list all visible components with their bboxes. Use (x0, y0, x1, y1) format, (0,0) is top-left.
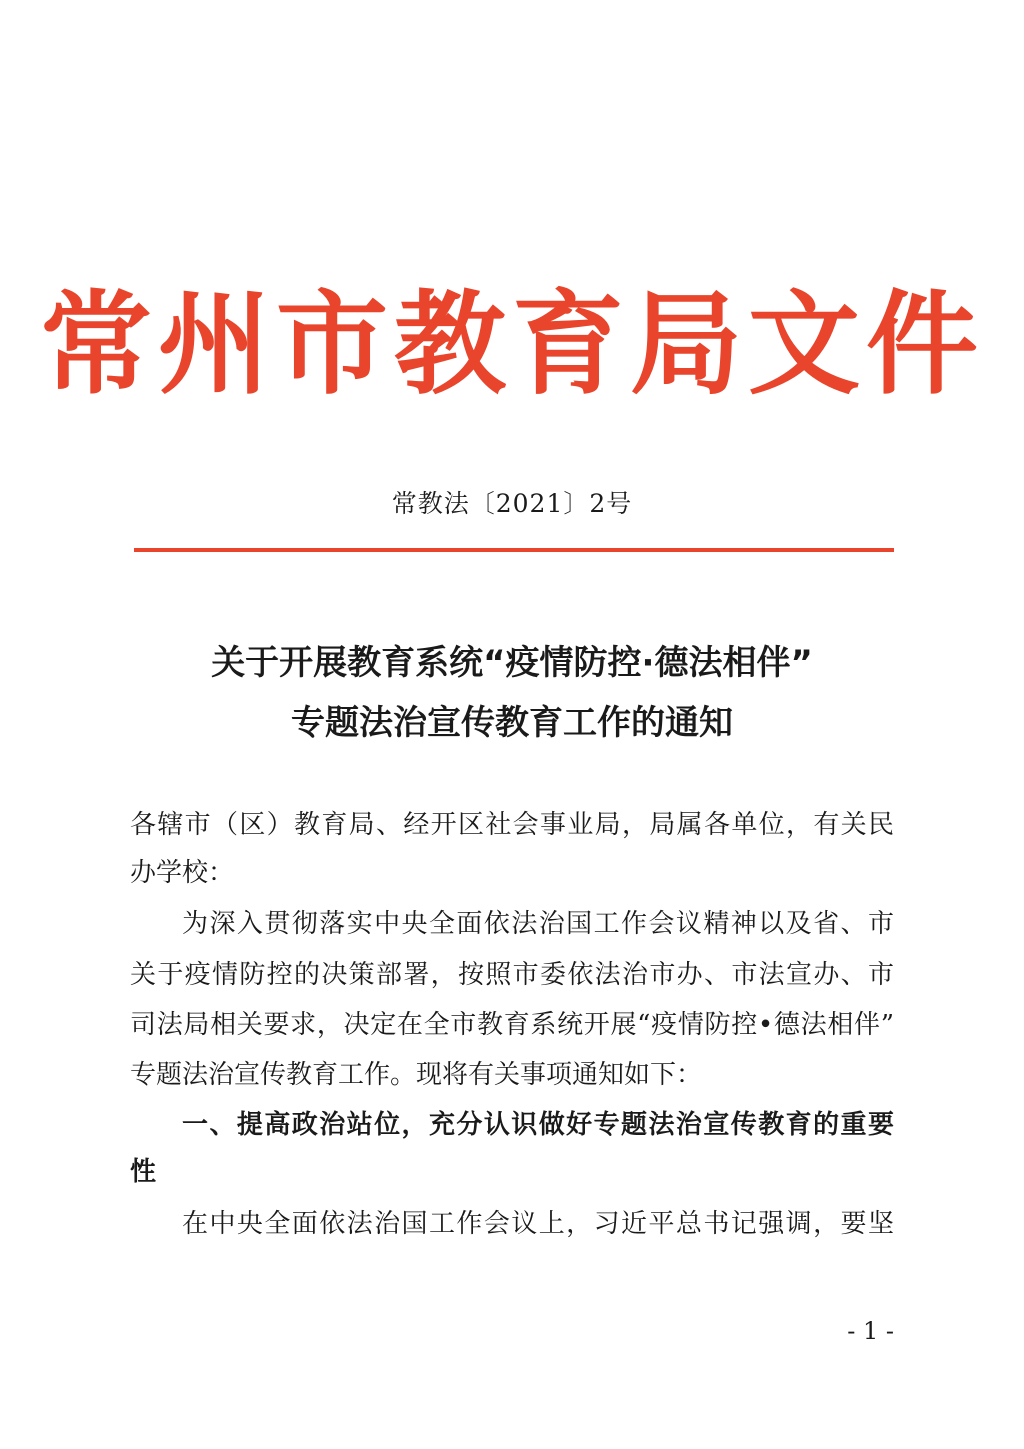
paragraph-line: 司法局相关要求，决定在全市教育系统开展“疫情防控•德法相伴” (130, 1010, 894, 1040)
notice-title-line-1: 关于开展教育系统“疫情防控·德法相伴” (211, 643, 813, 683)
paragraph-line: 在中央全面依法治国工作会议上，习近平总书记强调，要坚 (182, 1209, 894, 1239)
page-number: - 1 - (847, 1317, 894, 1345)
section-heading-line-2: 性 (130, 1157, 157, 1187)
addressee-line-1: 各辖市（区）教育局、经开区社会事业局，局属各单位，有关民 (130, 810, 894, 840)
notice-title-line-2: 专题法治宣传教育工作的通知 (291, 703, 733, 743)
paragraph-line: 专题法治宣传教育工作。现将有关事项通知如下： (130, 1060, 703, 1090)
masthead-title: 常州市教育局文件 (40, 279, 984, 410)
document-number: 常教法〔2021〕2号 (391, 489, 633, 518)
addressee-line-2: 办学校： (130, 858, 235, 888)
red-divider-line (134, 548, 894, 552)
section-heading-line-1: 一、提高政治站位，充分认识做好专题法治宣传教育的重要 (182, 1110, 894, 1140)
paragraph-line: 为深入贯彻落实中央全面依法治国工作会议精神以及省、市 (182, 909, 894, 939)
paragraph-line: 关于疫情防控的决策部署，按照市委依法治市办、市法宣办、市 (130, 960, 894, 990)
